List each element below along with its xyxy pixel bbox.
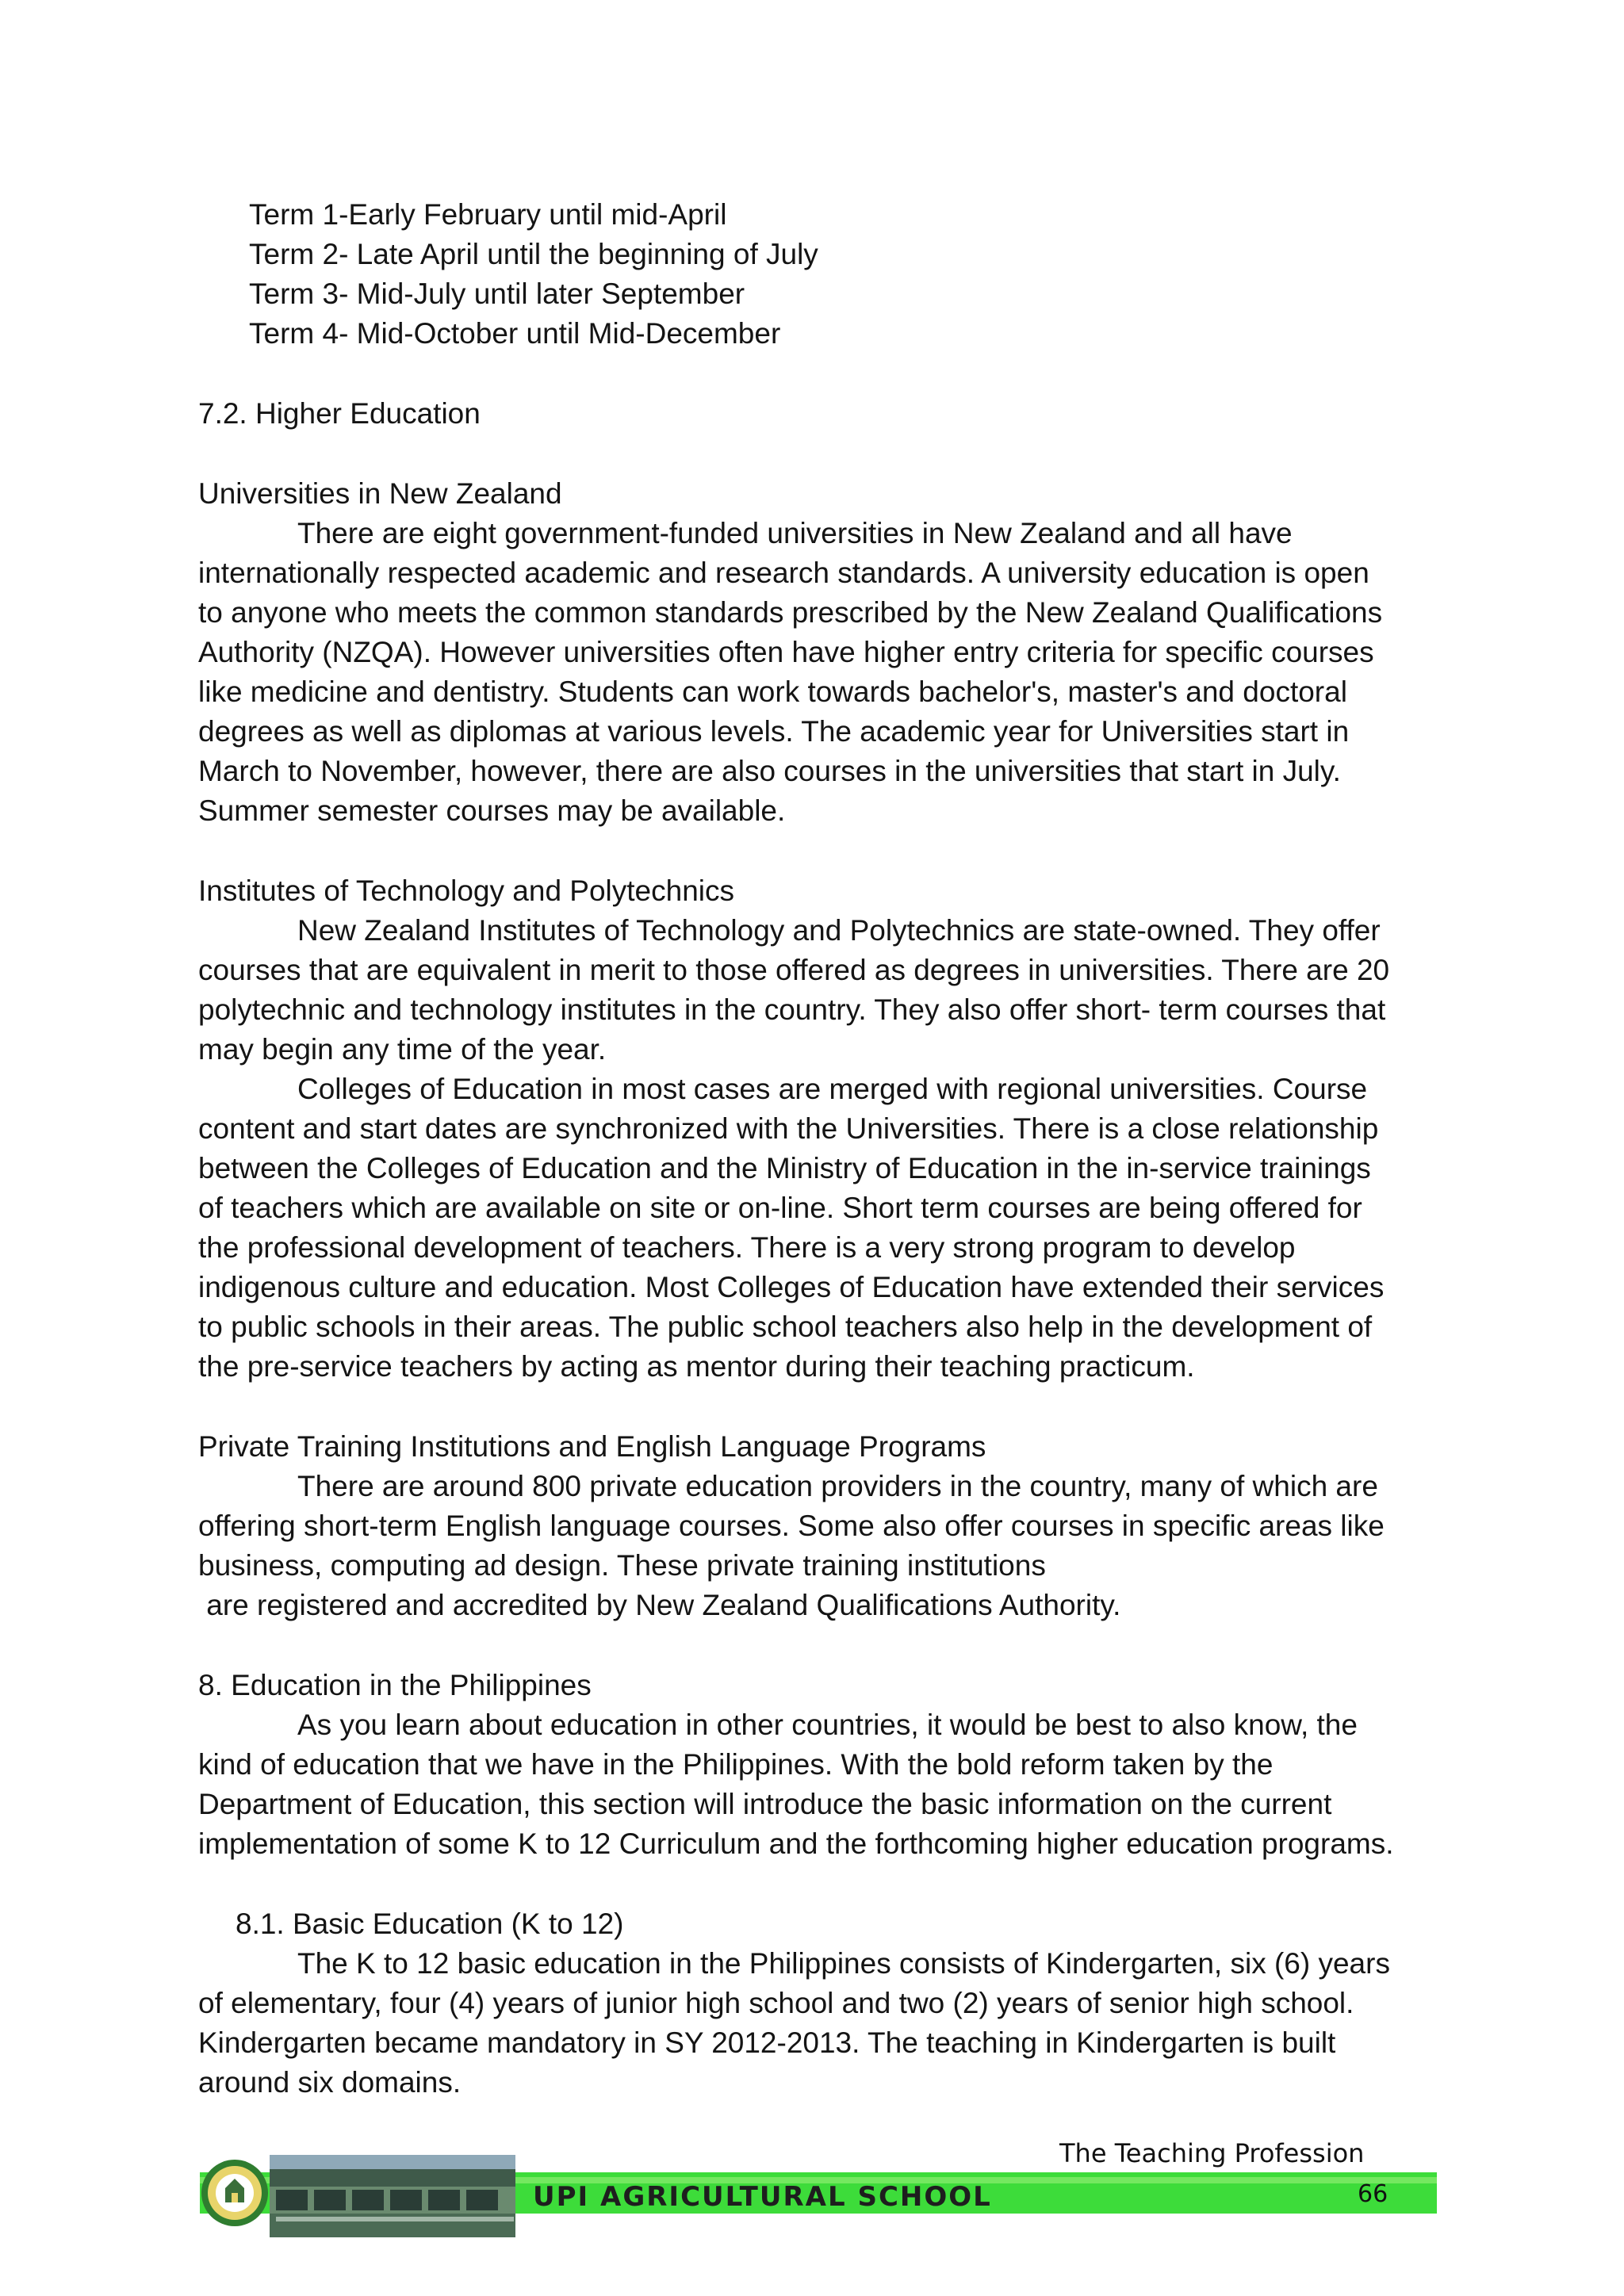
paragraph-line: Kindergarten became mandatory in SY 2012-2013. The teaching in Kindergarten is built bbox=[198, 2026, 1336, 2059]
paragraph-line: to public schools in their areas. The public school teachers also help in the development of bbox=[198, 1311, 1373, 1343]
paragraph-line: around six domains. bbox=[198, 2066, 462, 2099]
school-name: UPI AGRICULTURAL SCHOOL bbox=[533, 2181, 992, 2213]
section-heading-8: 8. Education in the Philippines bbox=[198, 1669, 592, 1701]
paragraph-line: like medicine and dentistry. Students can work towards bachelor's, master's and doctoral bbox=[198, 675, 1347, 708]
paragraph-line: the pre-service teachers by acting as mentor during their teaching practicum. bbox=[198, 1350, 1195, 1383]
paragraph-line: There are around 800 private education providers in the country, many of which are bbox=[297, 1470, 1378, 1502]
paragraph-line: Authority (NZQA). However universities often have higher entry criteria for specific courses bbox=[198, 636, 1374, 668]
paragraph-line: courses that are equivalent in merit to those offered as degrees in universities. There are 20 bbox=[198, 954, 1390, 986]
heading-private: Private Training Institutions and English Language Programs bbox=[198, 1430, 986, 1463]
heading-universities: Universities in New Zealand bbox=[198, 477, 562, 510]
paragraph-line: business, computing ad design. These private training institutions bbox=[198, 1549, 1046, 1582]
paragraph-line: indigenous culture and education. Most Colleges of Education have extended their services bbox=[198, 1271, 1385, 1303]
paragraph-line: Summer semester courses may be available. bbox=[198, 794, 786, 827]
paragraph-line: the professional development of teachers. There is a very strong program to develop bbox=[198, 1231, 1296, 1264]
paragraph-line: of elementary, four (4) years of junior high school and two (2) years of senior high school. bbox=[198, 1987, 1354, 2019]
term-3: Term 3- Mid-July until later September bbox=[249, 277, 745, 310]
paragraph-line: between the Colleges of Education and the Ministry of Education in the in-service trainings bbox=[198, 1152, 1371, 1184]
paragraph-line: may begin any time of the year. bbox=[198, 1033, 607, 1066]
heading-institutes: Institutes of Technology and Polytechnics bbox=[198, 874, 735, 907]
term-2: Term 2- Late April until the beginning of July bbox=[249, 238, 818, 270]
term-4: Term 4- Mid-October until Mid-December bbox=[249, 317, 781, 350]
paragraph-line: There are eight government-funded universities in New Zealand and all have bbox=[297, 517, 1293, 549]
paragraph-line: of teachers which are available on site or on-line. Short term courses are being offered for bbox=[198, 1192, 1362, 1224]
page-number: 66 bbox=[1358, 2180, 1388, 2208]
paragraph-line: New Zealand Institutes of Technology and Polytechnics are state-owned. They offer bbox=[297, 914, 1381, 947]
term-1: Term 1-Early February until mid-April bbox=[249, 198, 727, 231]
school-photo bbox=[270, 2155, 515, 2237]
school-seal-icon bbox=[201, 2160, 268, 2226]
section-heading-8-1: 8.1. Basic Education (K to 12) bbox=[236, 1908, 624, 1940]
paragraph-line: content and start dates are synchronized with the Universities. There is a close relationship bbox=[198, 1112, 1379, 1145]
paragraph-line: Colleges of Education in most cases are merged with regional universities. Course bbox=[297, 1073, 1368, 1105]
paragraph-line: degrees as well as diplomas at various levels. The academic year for Universities start in bbox=[198, 715, 1350, 748]
paragraph-line: Department of Education, this section will introduce the basic information on the current bbox=[198, 1788, 1332, 1820]
paragraph-line: internationally respected academic and research standards. A university education is open bbox=[198, 557, 1369, 589]
paragraph-line: polytechnic and technology institutes in the country. They also offer short- term courses that bbox=[198, 993, 1386, 1026]
paragraph-line: March to November, however, there are also courses in the universities that start in July. bbox=[198, 755, 1341, 787]
paragraph-line: are registered and accredited by New Zealand Qualifications Authority. bbox=[198, 1589, 1121, 1621]
footer-title: The Teaching Profession bbox=[1059, 2138, 1365, 2168]
paragraph-line: The K to 12 basic education in the Philippines consists of Kindergarten, six (6) years bbox=[297, 1947, 1390, 1980]
paragraph-line: implementation of some K to 12 Curriculum and the forthcoming higher education programs. bbox=[198, 1827, 1394, 1860]
paragraph-line: As you learn about education in other countries, it would be best to also know, the bbox=[297, 1709, 1358, 1741]
paragraph-line: offering short-term English language courses. Some also offer courses in specific areas like bbox=[198, 1510, 1385, 1542]
school-banner bbox=[200, 2149, 1437, 2237]
paragraph-line: to anyone who meets the common standards prescribed by the New Zealand Qualifications bbox=[198, 596, 1383, 629]
section-heading-7-2: 7.2. Higher Education bbox=[198, 397, 481, 430]
paragraph-line: kind of education that we have in the Philippines. With the bold reform taken by the bbox=[198, 1748, 1274, 1781]
